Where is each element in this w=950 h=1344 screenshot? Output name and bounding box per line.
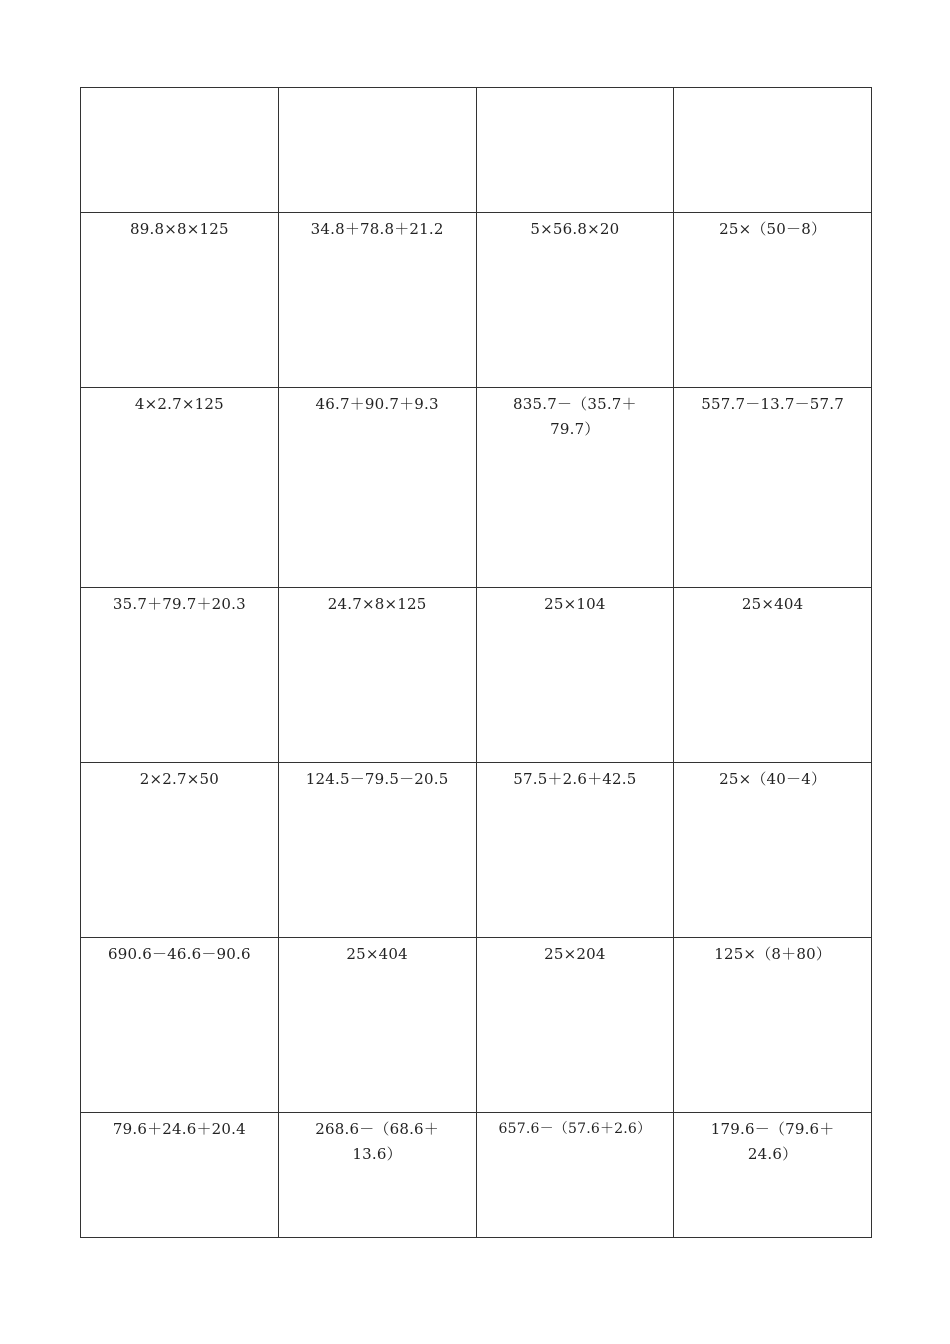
problem-cell: 2×2.7×50 (81, 763, 279, 938)
problem-cell: 124.5－79.5－20.5 (278, 763, 476, 938)
problem-cell: 4×2.7×125 (81, 388, 279, 588)
problem-cell: 89.8×8×125 (81, 213, 279, 388)
problem-cell: 690.6－46.6－90.6 (81, 938, 279, 1113)
problem-cell: 35.7＋79.7＋20.3 (81, 588, 279, 763)
problem-cell: 25×404 (674, 588, 872, 763)
problem-cell: 25×（40－4） (674, 763, 872, 938)
problem-cell: 268.6－（68.6＋13.6） (278, 1113, 476, 1238)
problem-cell: 25×404 (278, 938, 476, 1113)
problem-cell: 557.7－13.7－57.7 (674, 388, 872, 588)
problem-cell (674, 88, 872, 213)
table-row (81, 1113, 872, 1238)
problem-cell: 79.6＋24.6＋20.4 (81, 1113, 279, 1238)
problem-cell: 179.6－（79.6＋24.6） (674, 1113, 872, 1238)
problem-cell: 46.7＋90.7＋9.3 (278, 388, 476, 588)
problem-cell: 25×104 (476, 588, 674, 763)
problem-cell (278, 88, 476, 213)
table-row (81, 88, 872, 213)
table-row (81, 938, 872, 1113)
problem-cell (81, 88, 279, 213)
problem-cell: 657.6－（57.6＋2.6） (476, 1113, 674, 1238)
problem-cell: 34.8＋78.8＋21.2 (278, 213, 476, 388)
problem-cell: 5×56.8×20 (476, 213, 674, 388)
problem-cell (476, 88, 674, 213)
problem-cell: 24.7×8×125 (278, 588, 476, 763)
problem-cell: 25×204 (476, 938, 674, 1113)
table-row (81, 588, 872, 763)
problem-cell: 835.7－（35.7＋79.7） (476, 388, 674, 588)
calculation-worksheet (80, 87, 872, 1238)
problem-cell: 57.5＋2.6＋42.5 (476, 763, 674, 938)
table-row (81, 213, 872, 388)
problem-cell: 25×（50－8） (674, 213, 872, 388)
problem-cell: 125×（8＋80） (674, 938, 872, 1113)
table-row (81, 388, 872, 588)
table-row (81, 763, 872, 938)
